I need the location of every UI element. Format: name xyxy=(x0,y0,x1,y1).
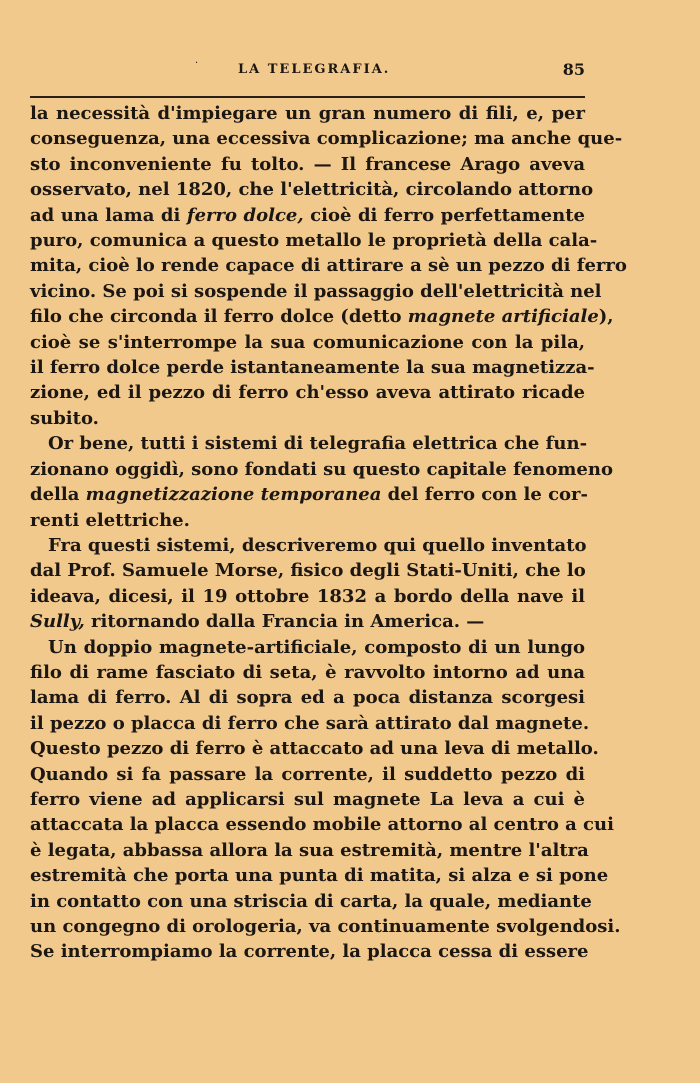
text-run: estremità che porta una punta di matita, si alza e si pone xyxy=(30,865,609,887)
text-run: Or bene, tutti i sistemi di telegrafia elettrica che fun- xyxy=(48,433,588,455)
text-run: in contatto con una striscia di carta, la quale, mediante xyxy=(30,890,592,912)
text-run: la necessità d'impiegare un gran numero di fili, e, per xyxy=(30,103,585,124)
text-line xyxy=(30,558,585,583)
text-run: ad una lama di xyxy=(30,204,187,226)
text-line xyxy=(30,406,585,431)
text-run: filo di rame fasciato di seta, è ravvolto intorno ad una xyxy=(30,661,585,683)
text-run: Un doppio magnete-artificiale, composto di un lungo xyxy=(48,636,585,658)
text-run: subito. xyxy=(30,407,99,429)
italic-text: magnetizzazione temporanea xyxy=(85,484,382,506)
text-run: zione, ed il pezzo di ferro ch'esso aveva attirato ricade xyxy=(30,382,585,404)
text-line xyxy=(30,228,598,253)
text-line xyxy=(30,939,589,964)
text-line xyxy=(30,152,585,177)
running-title: LA TELEGRAFIA. xyxy=(238,62,391,77)
text-line xyxy=(30,279,602,304)
text-line xyxy=(30,457,613,482)
text-line xyxy=(30,838,589,863)
text-line xyxy=(30,431,588,456)
text-run: il pezzo o placca di ferro che sarà attirato dal magnete. xyxy=(30,712,590,734)
text-run: sto inconveniente fu tolto. — Il francese Arago aveva xyxy=(30,153,585,175)
paragraph xyxy=(30,635,621,965)
text-run: della xyxy=(30,484,86,506)
header-rule xyxy=(30,96,585,98)
text-run: lama di ferro. Al di sopra ed a poca distanza scorgesi xyxy=(30,687,585,709)
text-line xyxy=(30,533,585,558)
text-line xyxy=(30,711,590,736)
text-run: filo che circonda il ferro dolce (detto xyxy=(30,306,408,328)
text-line xyxy=(30,635,585,660)
text-run: ), xyxy=(598,306,614,328)
text-run: attaccata la placca essendo mobile attorno al centro a cui xyxy=(30,814,614,836)
text-run: vicino. Se poi si sospende il passaggio dell'elettricità nel xyxy=(30,280,602,302)
text-run: Quando si fa passare la corrente, il suddetto pezzo di xyxy=(30,763,585,785)
italic-text: magnete artificiale xyxy=(407,306,599,328)
text-line xyxy=(30,355,595,380)
text-run: Fra questi sistemi, descriveremo qui quello inventato xyxy=(48,534,587,556)
text-line xyxy=(30,380,585,405)
paragraph xyxy=(30,533,585,635)
text-run: conseguenza, una eccessiva complicazione; ma anche que- xyxy=(30,128,623,150)
text-line xyxy=(30,787,585,812)
text-line xyxy=(30,889,592,914)
text-run: puro, comunica a questo metallo le proprietà della cala- xyxy=(30,230,598,252)
text-line xyxy=(30,482,589,507)
text-line xyxy=(30,660,585,685)
text-run: del ferro con le cor- xyxy=(381,484,589,506)
text-line xyxy=(30,762,585,787)
text-run: renti elettriche. xyxy=(30,509,190,531)
text-line xyxy=(30,101,585,126)
text-line xyxy=(30,126,623,151)
text-run: Questo pezzo di ferro è attaccato ad una leva di metallo. xyxy=(30,738,599,760)
text-run: zionano oggidì, sono fondati su questo capitale fenomeno xyxy=(30,458,613,480)
running-head xyxy=(30,56,585,82)
paragraph xyxy=(30,431,613,533)
page-number: 85 xyxy=(562,60,585,79)
text-line xyxy=(30,203,585,228)
text-line xyxy=(30,508,585,533)
text-line xyxy=(30,812,614,837)
text-line xyxy=(30,304,614,329)
text-run: Se interrompiamo la corrente, la placca cessa di essere xyxy=(30,941,589,963)
header-dot: · xyxy=(195,58,199,69)
text-line xyxy=(30,584,585,609)
text-line xyxy=(30,253,627,278)
text-line xyxy=(30,863,609,888)
text-line xyxy=(30,685,585,710)
text-run: il ferro dolce perde istantaneamente la sua magnetizza- xyxy=(30,357,595,379)
text-run: mita, cioè lo rende capace di attirare a sè un pezzo di ferro xyxy=(30,255,627,277)
body-text xyxy=(30,101,627,965)
text-run: cioè se s'interrompe la sua comunicazione con la pila, xyxy=(30,331,585,353)
italic-text: Sully, xyxy=(30,611,85,633)
text-line xyxy=(30,914,621,939)
text-run: ferro viene ad applicarsi sul magnete La leva a cui è xyxy=(30,788,585,810)
text-line xyxy=(30,609,585,634)
text-run: ritornando dalla Francia in America. — xyxy=(84,611,485,633)
text-run: è legata, abbassa allora la sua estremità, mentre l'altra xyxy=(30,839,589,861)
text-run: ideava, dicesi, il 19 ottobre 1832 a bordo della nave il xyxy=(30,585,585,607)
text-line xyxy=(30,736,599,761)
italic-text: ferro dolce, xyxy=(186,204,304,226)
text-run: dal Prof. Samuele Morse, fisico degli Stati-Uniti, che lo xyxy=(30,560,586,582)
text-line xyxy=(30,330,585,355)
text-line xyxy=(30,177,594,202)
paragraph xyxy=(30,101,627,431)
text-run: osservato, nel 1820, che l'elettricità, circolando attorno xyxy=(30,179,594,201)
text-run: cioè di ferro perfettamente xyxy=(303,204,585,226)
text-run: un congegno di orologeria, va continuamente svolgendosi. xyxy=(30,916,621,937)
